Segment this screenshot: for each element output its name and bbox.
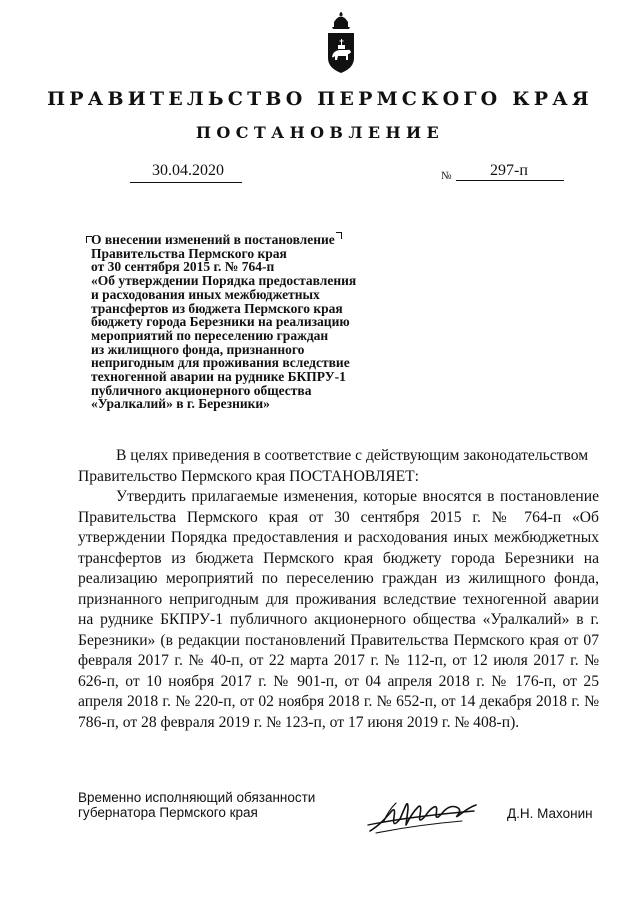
document-subject: [91, 233, 411, 411]
document-number: 297-п: [490, 162, 528, 179]
document-type: ПОСТАНОВЛЕНИЕ: [195, 123, 445, 142]
handwritten-signature-icon: [366, 795, 478, 835]
body-intro-line: В целях приведения в соответствие с действующим законодательством: [116, 447, 589, 464]
body-intro-line: Правительство Пермского края ПОСТАНОВЛЯЕТ:: [78, 467, 419, 485]
number-underline: [456, 180, 564, 181]
subject-line: мероприятий по переселению граждан: [91, 327, 329, 343]
coat-of-arms-icon: [322, 12, 360, 80]
signatory-position-line: губернатора Пермского края: [78, 805, 258, 820]
signatory-position: [78, 790, 315, 820]
signatory-name: Д.Н. Махонин: [507, 806, 593, 821]
signatory-position-line: Временно исполняющий обязанности: [78, 790, 316, 805]
subject-line: техногенной аварии на руднике БКПРУ-1: [91, 369, 346, 385]
subject-line: и расходования иных межбюджетных: [91, 286, 320, 302]
subject-line: О внесении изменений в постановление: [91, 232, 335, 247]
body-main-paragraph: Утвердить прилагаемые изменения, которые вносятся в постановление Правительства Пермского края от 30 сентября 2015 г. № 764-п «Об утверждении Порядка предоставления и расходования иных межбюджетных трансфертов из бюджета Пермского края бюджету города Березники на реализацию мероприятий по переселению граждан из жилищного фонда, признанного непригодным для проживания вследствие техногенной аварии на руднике БКПРУ-1 публичного акционерного общества «Уралкалий» в г. Березники» (в редакции постановлений Правительства Пермского края от 07 февраля 2017 г. № 40-п, от 22 марта 2017 г. № 112-п, от 12 июля 2017 г. № 626-п, от 10 ноября 2017 г. № 901-п, от 04 апреля 2018 г. № 176-п, от 25 апреля 2018 г. № 220-п, от 02 ноября 2018 г. № 652-п, от 14 декабря 2018 г. № 786-п, от 28 февраля 2019 г. № 123-п, от 17 июня 2019 г. № 408-п).: [78, 488, 599, 731]
subject-line: Правительства Пермского края: [91, 245, 287, 261]
subject-line: «Уралкалий» в г. Березники»: [91, 396, 270, 412]
subject-line: непригодным для проживания вследствие: [91, 355, 350, 371]
subject-line: «Об утверждении Порядка предоставления: [91, 273, 357, 289]
number-sign: №: [441, 170, 452, 182]
document-date: 30.04.2020: [152, 162, 224, 179]
subject-line: трансфертов из бюджета Пермского края: [91, 300, 343, 316]
date-underline: [130, 182, 242, 183]
subject-line: публичного акционерного общества: [91, 382, 312, 398]
subject-line: от 30 сентября 2015 г. № 764-п: [91, 259, 275, 275]
government-title: ПРАВИТЕЛЬСТВО ПЕРМСКОГО КРАЯ: [47, 88, 593, 110]
subject-line: из жилищного фонда, признанного: [91, 341, 305, 357]
subject-line: бюджету города Березники на реализацию: [91, 314, 350, 330]
document-body: [78, 446, 599, 733]
